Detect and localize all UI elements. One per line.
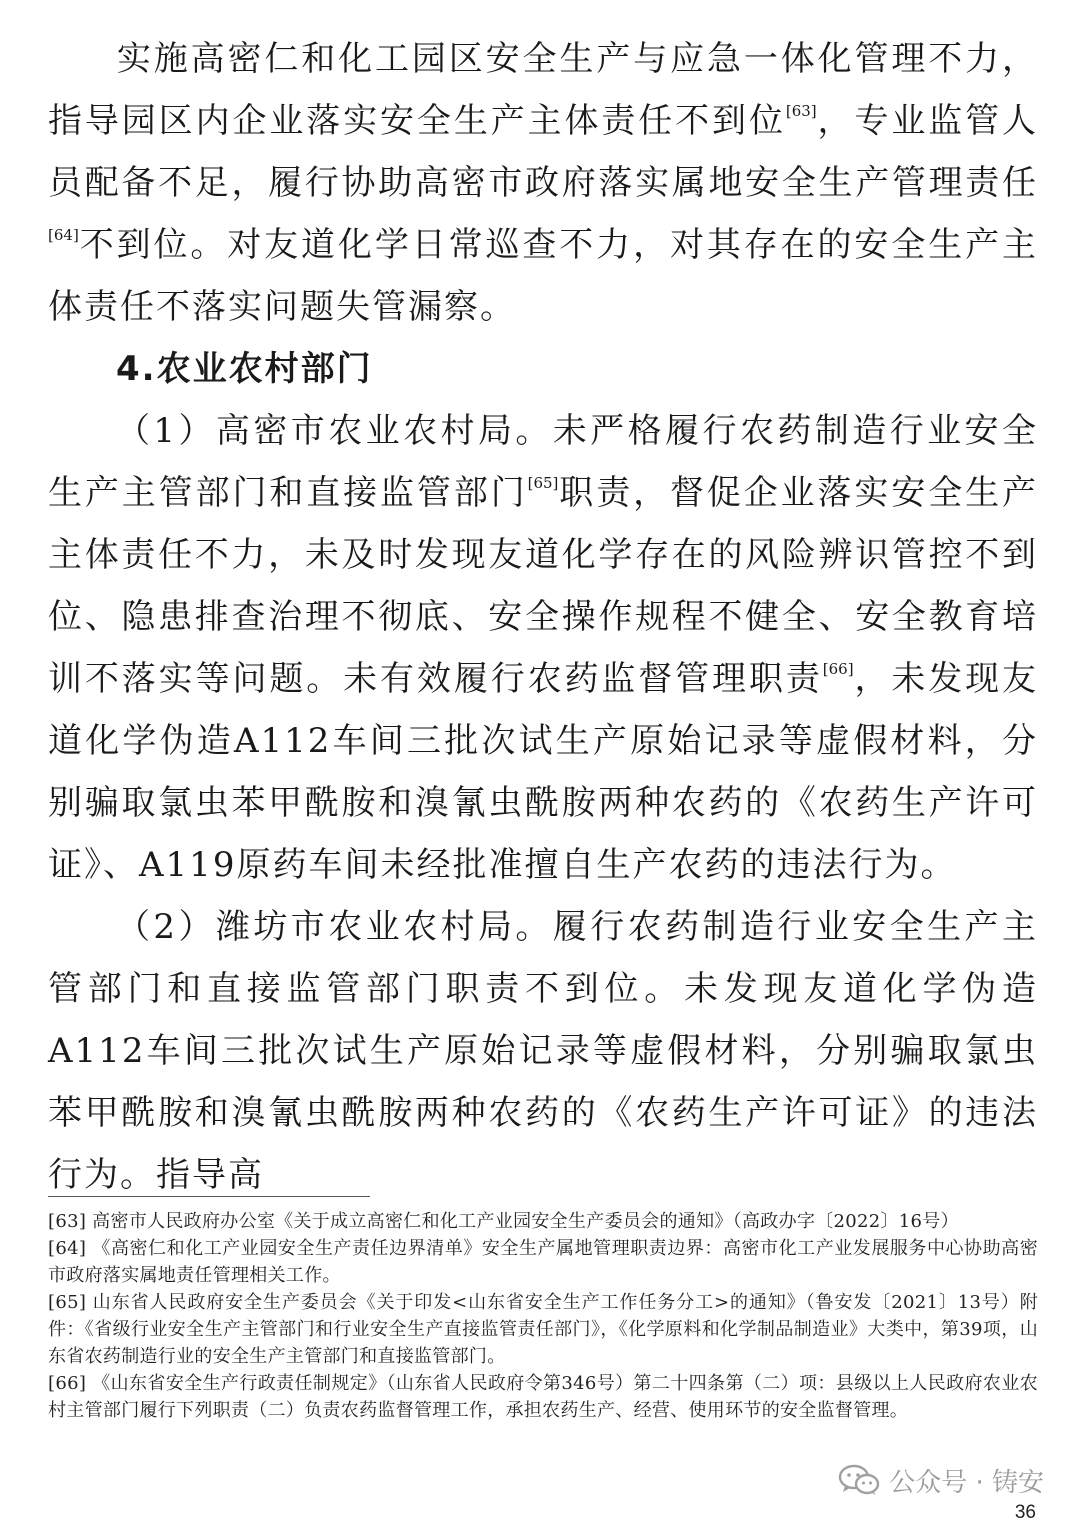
- footnote-64: [64] 《高密仁和化工产业园安全生产责任边界清单》安全生产属地管理职责边界：高密市化工产业发展服务中心协助高密市政府落实属地责任管理相关工作。: [48, 1238, 1038, 1286]
- footnote-ref-63[interactable]: [63]: [785, 101, 817, 120]
- footnote-66: [66] 《山东省安全生产行政责任制规定》（山东省人民政府令第346号）第二十四条第（二）项：县级以上人民政府农业农村主管部门履行下列职责（二）负责农药监督管理工作，承担农药生产、经营、使用环节的安全监督管理。: [48, 1373, 1038, 1421]
- footnotes: [48, 1208, 1038, 1424]
- paragraph-2: （1）高密市农业农村局。未严格履行农药制造行业安全生产主管部门和直接监管部门[65]职责，督促企业落实安全生产主体责任不力，未及时发现友道化学存在的风险辨识管控不到位、隐患排查治理不彻底、安全操作规程不健全、安全教育培训不落实等问题。未有效履行农药监督管理职责[66]，未发现友道化学伪造A112车间三批次试生产原始记录等虚假材料，分别骗取氯虫苯甲酰胺和溴氰虫酰胺两种农药的《农药生产许可证》、A119原药车间未经批准擅自生产农药的违法行为。: [48, 411, 1039, 885]
- footnote-65: [65] 山东省人民政府安全生产委员会《关于印发<山东省安全生产工作任务分工>的通知》（鲁安发〔2021〕13号）附件：《省级行业安全生产主管部门和行业安全生产直接监管责任部门》，《化学原料和化学制品制造业》大类中，第39项，山东省农药制造行业的安全生产主管部门和直接监管部门。: [48, 1292, 1038, 1367]
- footnote-63: [63] 高密市人民政府办公室《关于成立高密仁和化工产业园安全生产委员会的通知》（高政办字〔2022〕16号）: [48, 1211, 959, 1232]
- paragraph-1: 实施高密仁和化工园区安全生产与应急一体化管理不力，指导园区内企业落实安全生产主体责任不到位[63]，专业监管人员配备不足，履行协助高密市政府落实属地安全生产管理责任[64]不到位。对友道化学日常巡查不力，对其存在的安全生产主体责任不落实问题失管漏察。: [48, 39, 1039, 327]
- paragraph-3: （2）潍坊市农业农村局。履行农药制造行业安全生产主管部门和直接监管部门职责不到位。未发现友道化学伪造A112车间三批次试生产原始记录等虚假材料，分别骗取氯虫苯甲酰胺和溴氰虫酰胺两种农药的《农药生产许可证》的违法行为。指导高: [48, 907, 1038, 1195]
- section-heading-4: 4.农业农村部门: [116, 349, 373, 389]
- footnote-divider: [48, 1196, 370, 1197]
- page-number: 36: [1014, 1502, 1036, 1523]
- watermark-text: 公众号 · 铸安: [889, 1467, 1044, 1498]
- footnote-ref-65[interactable]: [65]: [527, 473, 559, 492]
- footnote-ref-64[interactable]: [64]: [48, 225, 79, 244]
- watermark: [837, 1460, 1044, 1500]
- body-text: [48, 28, 1038, 1206]
- footnote-ref-66[interactable]: [66]: [822, 659, 854, 678]
- wechat-icon: [837, 1463, 881, 1497]
